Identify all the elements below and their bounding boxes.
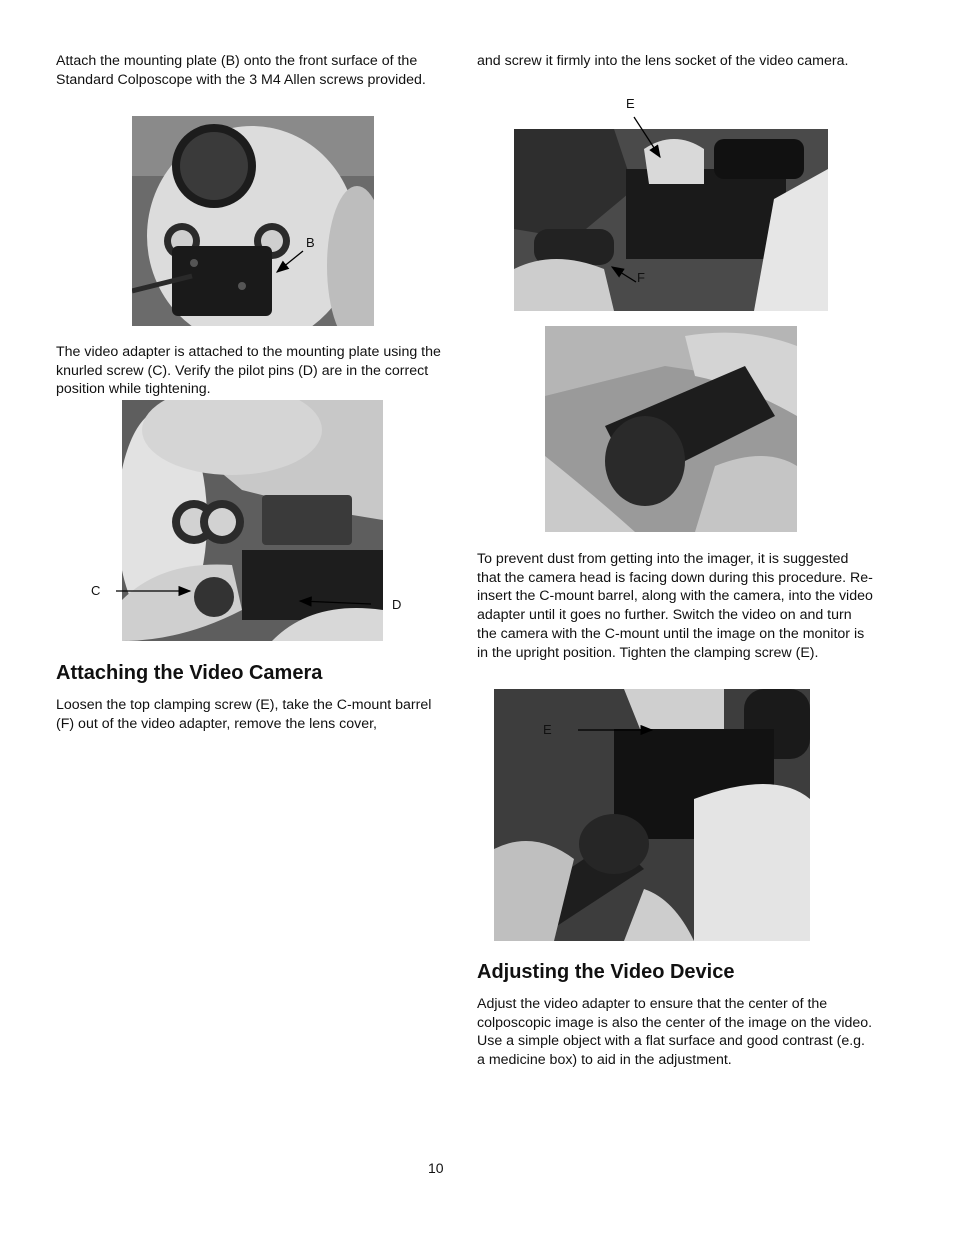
callout-f: F: [637, 270, 645, 285]
photo-camera-in-adapter: [494, 689, 810, 941]
photo-mounting-plate: [132, 116, 374, 326]
heading-adjusting-video-device: Adjusting the Video Device: [477, 961, 735, 983]
right-para-2: To prevent dust from getting into the imager, it is suggested that the camera head is facing down during this procedure. Re-insert the C-mount barrel, along with the camera, into the video adapter until it goes no further. Switch the video on and turn the camera with the C-mount until the image on the monitor is in the upright position. Tighten the clamping screw (E).: [477, 551, 873, 661]
photo-video-adapter: [122, 400, 383, 641]
callout-e-bottom: E: [543, 722, 552, 737]
left-para-1: Attach the mounting plate (B) onto the front surface of the Standard Colposcope with the 3 M4 Allen screws provided.: [56, 53, 426, 88]
callout-d: D: [392, 597, 402, 612]
right-para-1: and screw it firmly into the lens socket of the video camera.: [477, 53, 849, 69]
left-para-2: The video adapter is attached to the mounting plate using the knurled screw (C). Verify the pilot pins (D) are in the correct position while tightening.: [56, 344, 441, 398]
right-para-3: Adjust the video adapter to ensure that the center of the colposcopic image is also the center of the image on the video. Use a simple object with a flat surface and good contrast (e.g. a medicine box) to aid in the adjustment.: [477, 996, 873, 1069]
left-para-3: Loosen the top clamping screw (E), take the C-mount barrel (F) out of the video adapter, remove the lens cover,: [56, 697, 432, 732]
photo-c-mount-barrel: [514, 129, 828, 311]
callout-e-top: E: [626, 96, 635, 111]
heading-attaching-video-camera: Attaching the Video Camera: [56, 662, 323, 684]
page-number: 10: [428, 1160, 444, 1176]
callout-c: C: [91, 583, 101, 598]
callout-b: B: [306, 235, 315, 250]
photo-camera-lens-socket: [545, 326, 797, 532]
